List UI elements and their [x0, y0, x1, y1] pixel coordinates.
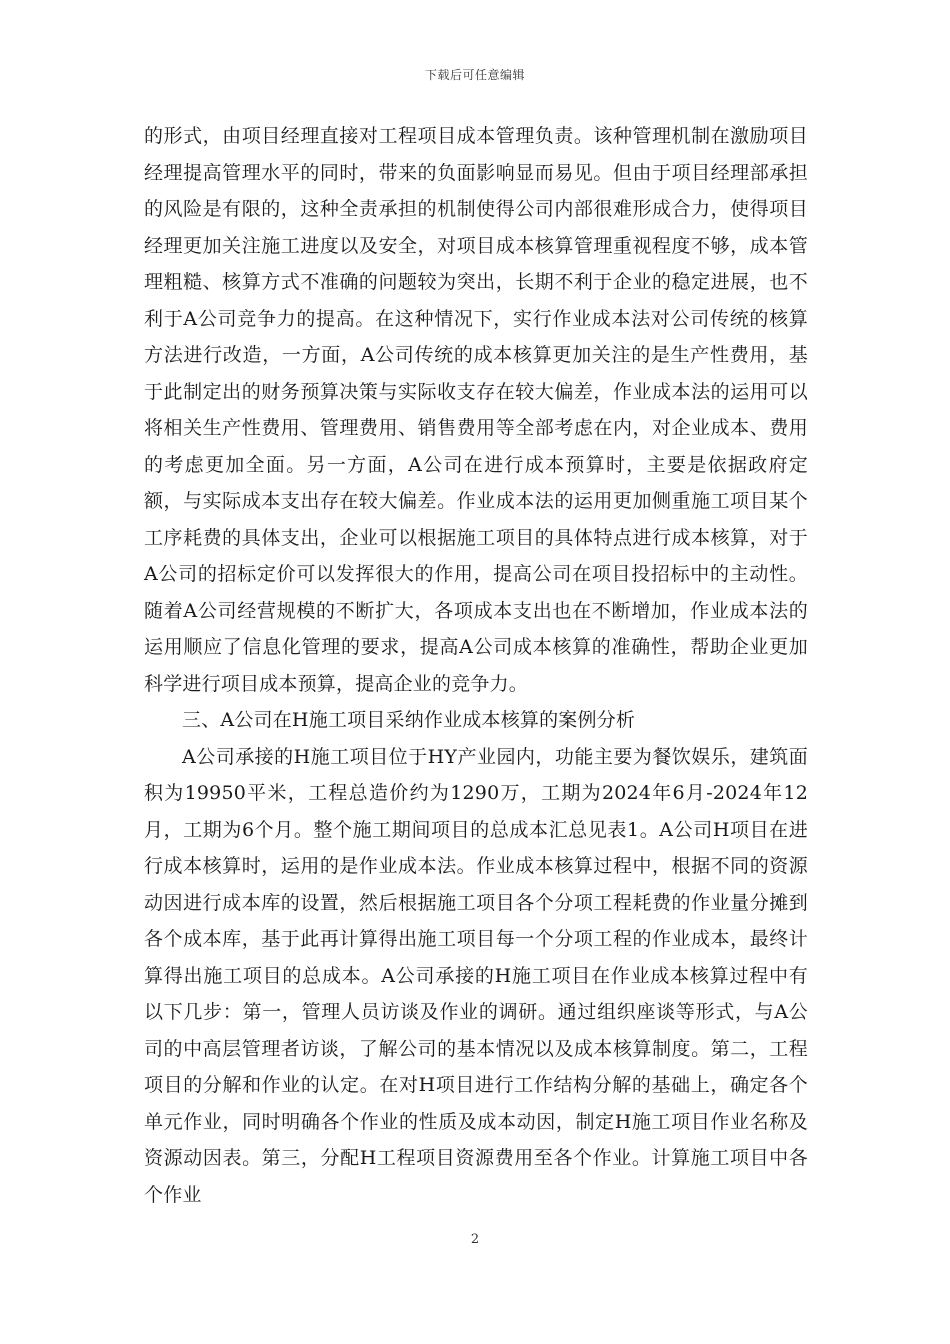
page-number: 2: [470, 1232, 480, 1247]
paragraph-case-analysis: A公司承接的H施工项目位于HY产业园内，功能主要为餐饮娱乐，建筑面积为19950平米，工程总造价约为1290万，工期为2024年6月-2024年12月，工期为6个月。整个施工期间项目的总成本汇总见表1。A公司H项目在进行成本核算时，运用的是作业成本法。作业成本核算过程中，根据不同的资源动因进行成本库的设置，然后根据施工项目各个分项工程耗费的作业量分摊到各个成本库，基于此再计算得出施工项目每一个分项工程的作业成本，最终计算得出施工项目的总成本。A公司承接的H施工项目在作业成本核算过程中有以下几步：第一，管理人员访谈及作业的调研。通过组织座谈等形式，与A公司的中高层管理者访谈，了解公司的基本情况以及成本核算制度。第二，工程项目的分解和作业的认定。在对H项目进行工作结构分解的基础上，确定各个单元作业，同时明确各个作业的性质及成本动因，制定H施工项目作业名称及资源动因表。第三，分配H工程项目资源费用至各个作业。计算施工项目中各个作业: [144, 745, 808, 1206]
paragraph-continued: 的形式，由项目经理直接对工程项目成本管理负责。该种管理机制在激励项目经理提高管理水平的同时，带来的负面影响显而易见。但由于项目经理部承担的风险是有限的，这种全责承担的机制使得公司内部很难形成合力，使得项目经理更加关注施工进度以及安全，对项目成本核算管理重视程度不够，成本管理粗糙、核算方式不准确的问题较为突出，长期不利于企业的稳定进展，也不利于A公司竞争力的提高。在这种情况下，实行作业成本法对公司传统的核算方法进行改造，一方面，A公司传统的成本核算更加关注的是生产性费用，基于此制定出的财务预算决策与实际收支存在较大偏差，作业成本法的运用可以将相关生产性费用、管理费用、销售费用等全部考虑在内，对企业成本、费用的考虑更加全面。另一方面，A公司在进行成本预算时，主要是依据政府定额，与实际成本支出存在较大偏差。作业成本法的运用更加侧重施工项目某个工序耗费的具体支出，企业可以根据施工项目的具体特点进行成本核算，对于A公司的招标定价可以发挥很大的作用，提高公司在项目投招标中的主动性。随着A公司经营规模的不断扩大，各项成本支出也在不断增加，作业成本法的运用顺应了信息化管理的要求，提高A公司成本核算的准确性，帮助企业更加科学进行项目成本预算，提高企业的竞争力。: [144, 125, 808, 695]
header-note: 下载后可任意编辑: [424, 68, 525, 82]
section-heading: 三、A公司在H施工项目采纳作业成本核算的案例分析: [182, 709, 636, 731]
body-text: [144, 118, 808, 1213]
